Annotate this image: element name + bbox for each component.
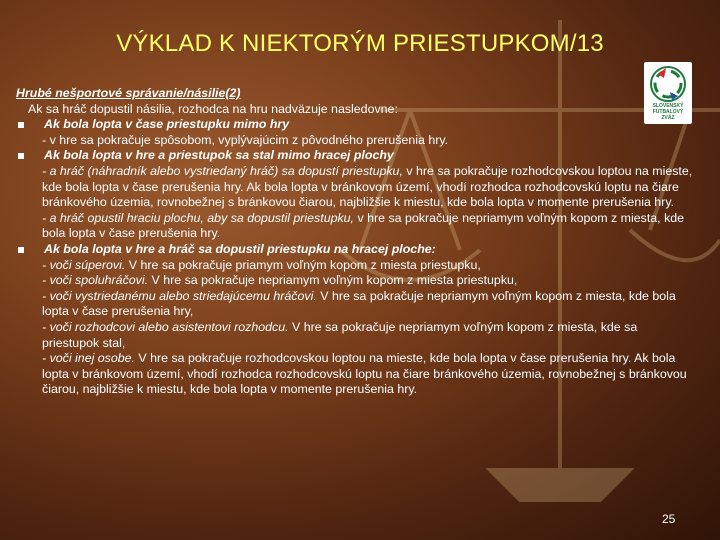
bullet-title-3: Ak bola lopta v hre a hráč sa dopustil priestupku na hracej ploche:	[16, 242, 696, 258]
bullet-2-line-2-text: v hre sa pokračuje nepriamym voľným kopom z miesta, kde bola lopta v čase prerušenia hry.	[42, 210, 685, 241]
logo-text-2: FUTBALOVÝ	[652, 109, 684, 115]
section-heading: Hrubé nešportové správanie/násilie(2)	[16, 86, 241, 100]
bullet-3-line-5	[16, 351, 696, 398]
bullet-title-1: Ak bola lopta v čase priestupku mimo hry	[16, 117, 696, 133]
bullet-title-2: Ak bola lopta v hre a priestupok sa stal mimo hracej plochy	[16, 148, 696, 164]
bullet-3-line-1	[16, 258, 696, 274]
bullet-3-line-5-text: V hre sa pokračuje rozhodcovskou loptou na mieste, kde bola lopta v čase prerušenia hry. Ak bola lopta v bránkovom území, vhodí rozhodca rozhodcovskú loptu na čiare bránkového územia, rovnobežnej s bránkovou čiarou, najbližšie k miestu, kde bola lopta v momente prerušenia hry.	[42, 351, 687, 397]
page-number: 25	[662, 512, 676, 526]
bullet-3-line-2-italic: - voči spoluhráčovi.	[42, 273, 149, 288]
slide-title: VÝKLAD K NIEKTORÝM PRIESTUPKOM/13	[116, 30, 604, 57]
bullet-2-line-1-italic: - a hráč (náhradník alebo vystriedaný hráč) sa dopustí priestupku,	[42, 163, 403, 178]
bullet-2-line-1	[16, 164, 696, 211]
slide-content	[16, 86, 696, 398]
bullet-2-line-1-text: v hre sa pokračuje rozhodcovskou loptou na mieste, kde bola lopta v čase prerušenia hry. Ak bola lopta v bránkovom území, vhodí rozhodca rozhodcovskú loptu na čiare bránkového územia, rovnobežnej s bránkovou čiarou, najbližšie k miestu, kde bola lopta v momente prerušenia hry.	[42, 163, 693, 210]
bullet-3-line-4-italic: - voči rozhodcovi alebo asistentovi rozhodcu.	[42, 319, 289, 334]
bullet-3-line-4-text: V hre sa pokračuje nepriamym voľným kopom z miesta, kde sa priestupok stal,	[42, 319, 638, 350]
bullet-2-line-2-italic: - a hráč opustil hraciu plochu, aby sa dopustil priestupku,	[42, 210, 355, 225]
bullet-1-line-1	[16, 133, 696, 149]
bullet-3-line-5-italic: - voči inej osobe.	[42, 351, 135, 366]
bullet-1-line-1-text: - v hre sa pokračuje spôsobom, vyplývajúcim z pôvodného prerušenia hry.	[42, 132, 449, 147]
bullet-3-line-2	[16, 273, 696, 289]
bullet-3-line-3	[16, 289, 696, 320]
bullet-3-line-3-text: V hre sa pokračuje nepriamym voľným kopom z miesta, kde bola lopta v čase prerušenia hry,	[42, 288, 676, 319]
intro-text: Ak sa hráč dopustil násilia, rozhodca na hru nadväzuje nasledovne:	[28, 101, 398, 116]
logo-text-3: ZVÄZ	[661, 115, 675, 121]
bullet-3-line-1-italic: - voči súperovi.	[42, 257, 126, 272]
bullet-2-line-2	[16, 211, 696, 242]
bullet-3-line-2-text: V hre sa pokračuje nepriamym voľným kopom z miesta priestupku,	[148, 273, 518, 288]
bullet-3-line-1-text: V hre sa pokračuje priamym voľným kopom z miesta priestupku,	[125, 257, 481, 272]
logo-text-1: SLOVENSKÝ	[652, 103, 684, 109]
bullet-3-line-3-italic: - voči vystriedanému alebo striedajúcemu hráčovi.	[42, 288, 317, 303]
bullet-3-line-4	[16, 320, 696, 351]
